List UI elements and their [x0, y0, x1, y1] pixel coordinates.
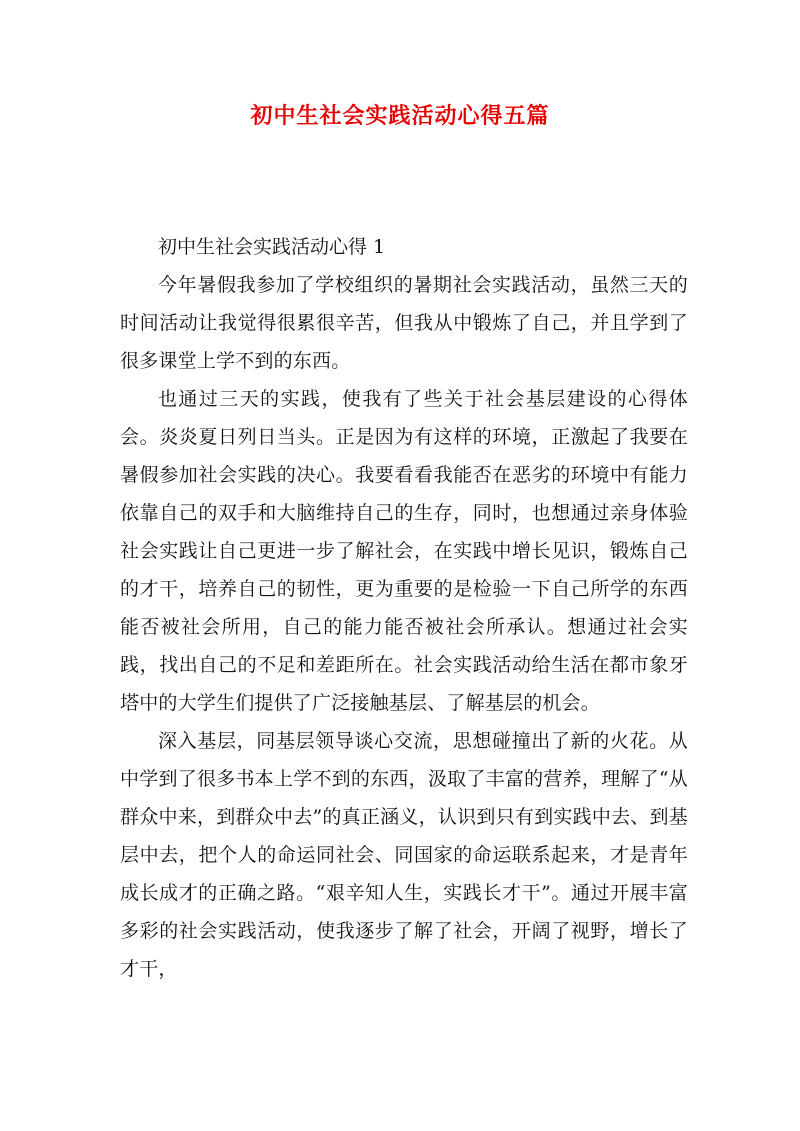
paragraph-2: 也通过三天的实践，使我有了些关于社会基层建设的心得体会。炎炎夏日列日当头。正是因为有这样的环境，正激起了我要在暑假参加社会实践的决心。我要看看我能否在恶劣的环境中有能力依靠自己的双手和大脑维持自己的生存，同时，也想通过亲身体验社会实践让自己更进一步了解社会，在实践中增长见识，锻炼自己的才干，培养自己的韧性，更为重要的是检验一下自己所学的东西能否被社会所用，自己的能力能否被社会所承认。想通过社会实践，找出自己的不足和差距所在。社会实践活动给生活在都市象牙塔中的大学生们提供了广泛接触基层、了解基层的机会。	[120, 388, 688, 714]
paragraph-3: 深入基层，同基层领导谈心交流，思想碰撞出了新的火花。从中学到了很多书本上学不到的东西，汲取了丰富的营养，理解了“从群众中来，到群众中去”的真正涵义，认识到只有到实践中去、到基层中去，把个人的命运同社会、同国家的命运联系起来，才是青年成长成才的正确之路。“艰辛知人生，实践长才干”。通过开展丰富多彩的社会实践活动，使我逐步了解了社会，开阔了视野，增长了才干，	[120, 730, 688, 980]
document-title: 初中生社会实践活动心得五篇	[250, 103, 550, 129]
document-body	[120, 228, 688, 988]
section-heading: 初中生社会实践活动心得 1	[158, 236, 386, 258]
paragraph-1: 今年暑假我参加了学校组织的暑期社会实践活动，虽然三天的时间活动让我觉得很累很辛苦，但我从中锻炼了自己，并且学到了很多课堂上学不到的东西。	[120, 274, 688, 372]
